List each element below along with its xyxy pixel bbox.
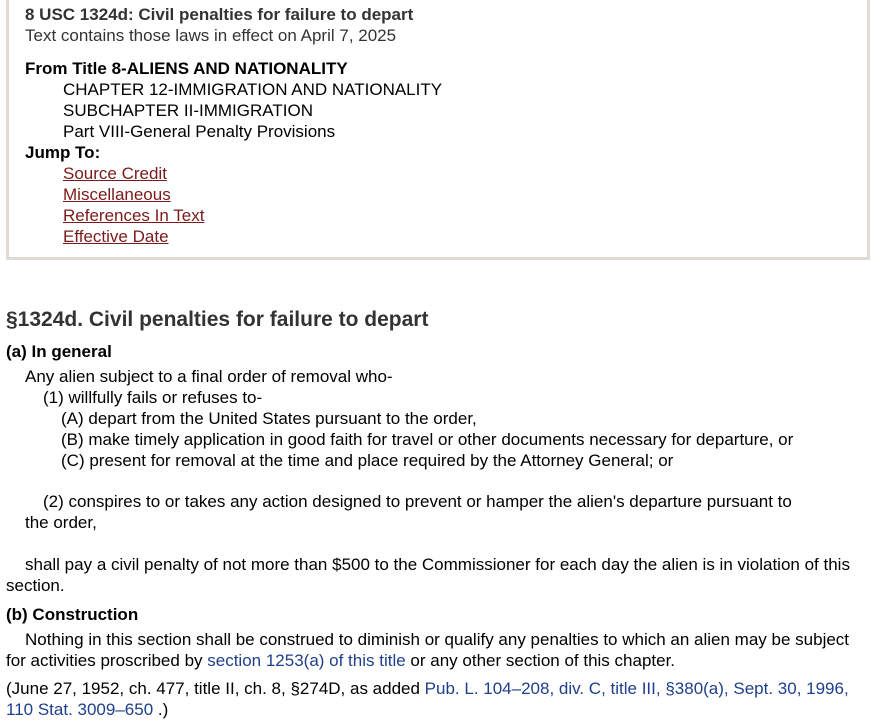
source-credit [6, 678, 864, 720]
source-credit-after: .) [153, 700, 169, 719]
subparagraph-C: (C) present for removal at the time and place required by the Attorney General; or [61, 451, 674, 470]
paragraph-1: (1) willfully fails or refuses to- [43, 388, 263, 407]
pub-law-link[interactable]: Pub. L. 104–208, div. C, title III, §380(a), Sept. 30, 1996, 110 Stat. 3009–650 [6, 679, 849, 719]
section-heading: §1324d. Civil penalties for failure to depart [6, 308, 429, 331]
jump-link-references-in-text[interactable]: References In Text [63, 206, 205, 225]
subparagraph-B: (B) make timely application in good faith for travel or other documents necessary for departure, or [61, 430, 794, 449]
construction-text [6, 629, 864, 671]
jump-link-effective-date[interactable]: Effective Date [63, 227, 169, 246]
jump-to-label: Jump To: [25, 143, 101, 162]
subsection-a-heading: (a) In general [6, 342, 112, 361]
part-line: Part VIII-General Penalty Provisions [63, 122, 336, 141]
subparagraph-A: (A) depart from the United States pursuant to the order, [61, 409, 477, 428]
jump-link-miscellaneous[interactable]: Miscellaneous [63, 185, 171, 204]
from-title-line: From Title 8-ALIENS AND NATIONALITY [25, 59, 348, 78]
subchapter-line: SUBCHAPTER II-IMMIGRATION [63, 101, 313, 120]
penalty-text: shall pay a civil penalty of not more than $500 to the Commissioner for each day the alien is in violation of this section. [6, 555, 850, 595]
construction-text-after: or any other section of this chapter. [405, 651, 676, 670]
subsection-b-heading: (b) Construction [6, 605, 139, 624]
section-1253a-link[interactable]: section 1253(a) of this title [207, 651, 406, 670]
document-title: 8 USC 1324d: Civil penalties for failure to depart [25, 5, 414, 24]
source-credit-before: (June 27, 1952, ch. 477, title II, ch. 8, §274D, as added [6, 679, 425, 698]
paragraph-2-line-1: (2) conspires to or takes any action designed to prevent or hamper the alien's departure pursuant to [43, 492, 792, 511]
chapter-line: CHAPTER 12-IMMIGRATION AND NATIONALITY [63, 80, 443, 99]
paragraph-2-line-2: the order, [25, 513, 97, 532]
jump-link-source-credit[interactable]: Source Credit [63, 164, 167, 183]
subsection-a-intro: Any alien subject to a final order of removal who- [25, 367, 393, 386]
document-header-box [6, 0, 870, 260]
effective-date-note: Text contains those laws in effect on April 7, 2025 [25, 26, 397, 45]
construction-text-before: Nothing in this section shall be construed to diminish or qualify any penalties to which an alien may be subject for activities proscribed by [6, 630, 850, 670]
